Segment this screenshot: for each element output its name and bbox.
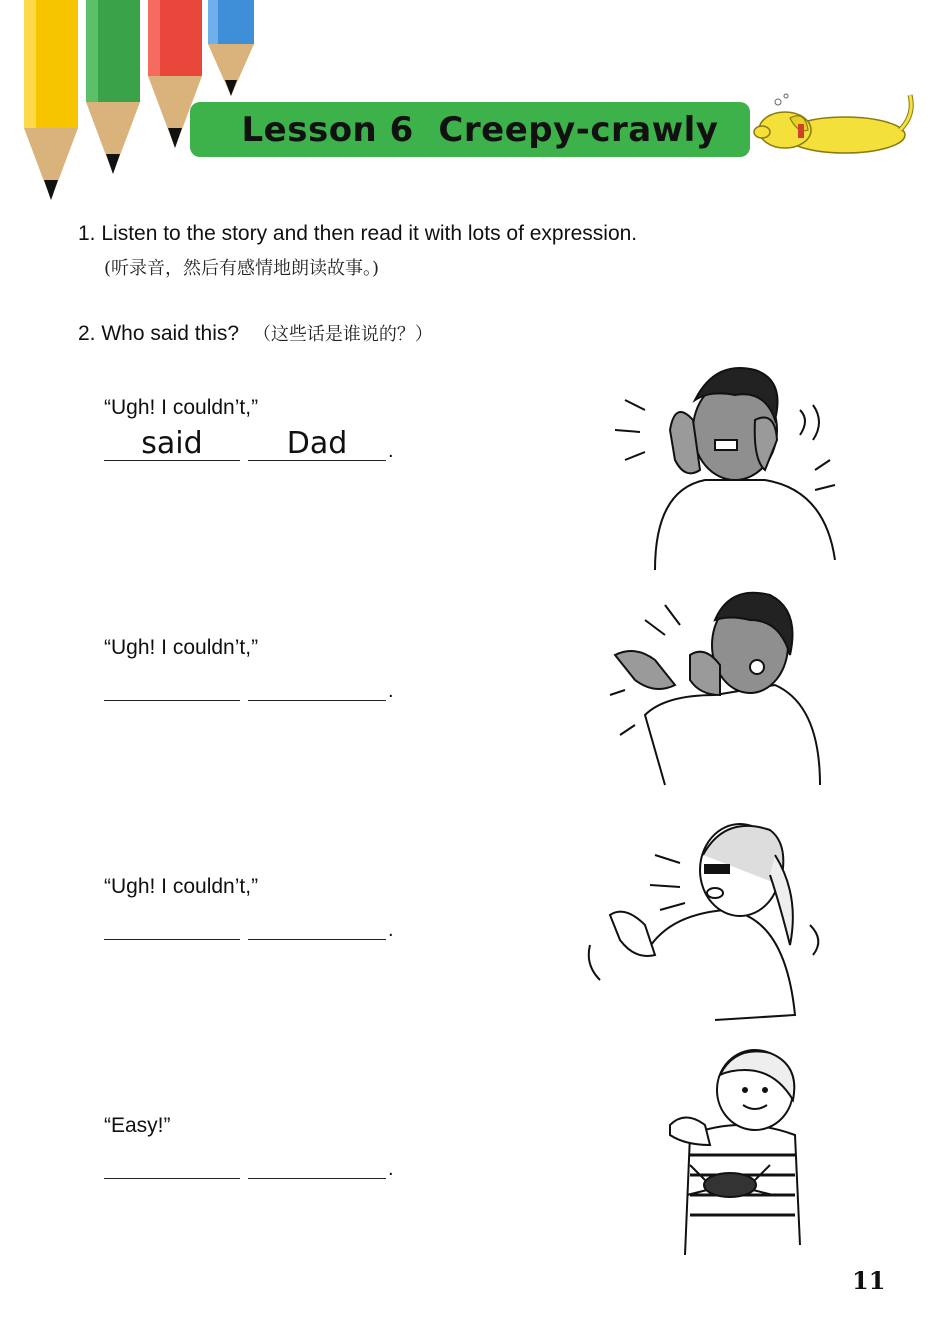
exercise-2-answer-row — [104, 666, 404, 702]
exercise-4-period: . — [388, 1158, 394, 1180]
exercise-2-verb-blank[interactable] — [104, 666, 240, 701]
instruction-1: 1. Listen to the story and then read it with lots of expression. — [78, 222, 638, 245]
exercise-1-verb-answer: said — [141, 426, 203, 461]
scared-man-illustration — [615, 360, 845, 570]
exercise-3-verb-blank[interactable] — [104, 905, 240, 940]
exercise-3-answer-row — [104, 905, 404, 941]
boy-holding-crab-illustration — [665, 1045, 815, 1255]
exercise-1-period: . — [388, 440, 394, 462]
exercise-3-subject-blank[interactable] — [248, 905, 386, 940]
title-bar — [190, 102, 750, 157]
instruction-1-translation: (听录音，然后有感情地朗读故事。) — [104, 258, 380, 279]
exercise-2-quote: “Ugh! I couldn’t,” — [104, 636, 259, 659]
exercise-4-quote: “Easy!” — [104, 1114, 171, 1137]
exercise-3-period: . — [388, 919, 394, 941]
page-number: 11 — [852, 1266, 886, 1295]
exercise-4-verb-blank[interactable] — [104, 1144, 240, 1179]
exercise-1-subject-answer: Dad — [286, 426, 348, 461]
instruction-2 — [78, 320, 433, 346]
exercise-1-quote: “Ugh! I couldn’t,” — [104, 396, 259, 419]
exercise-4-answer-row — [104, 1144, 404, 1180]
exercise-1-verb-blank[interactable] — [104, 426, 240, 461]
sleeping-dog-illustration — [750, 90, 920, 160]
scared-woman-illustration — [605, 585, 830, 795]
instruction-2-translation: （这些话是谁说的？） — [252, 324, 433, 345]
exercise-3-quote: “Ugh! I couldn’t,” — [104, 875, 259, 898]
scared-girl-illustration — [585, 815, 830, 1025]
exercise-1-subject-blank[interactable] — [248, 426, 386, 461]
exercise-2-period: . — [388, 680, 394, 702]
exercise-4-subject-blank[interactable] — [248, 1144, 386, 1179]
exercise-1-answer-row — [104, 426, 404, 462]
instruction-2-text: 2. Who said this? — [78, 322, 240, 345]
exercise-2-subject-blank[interactable] — [248, 666, 386, 701]
lesson-title: Lesson 6 Creepy-crawly — [241, 109, 719, 150]
